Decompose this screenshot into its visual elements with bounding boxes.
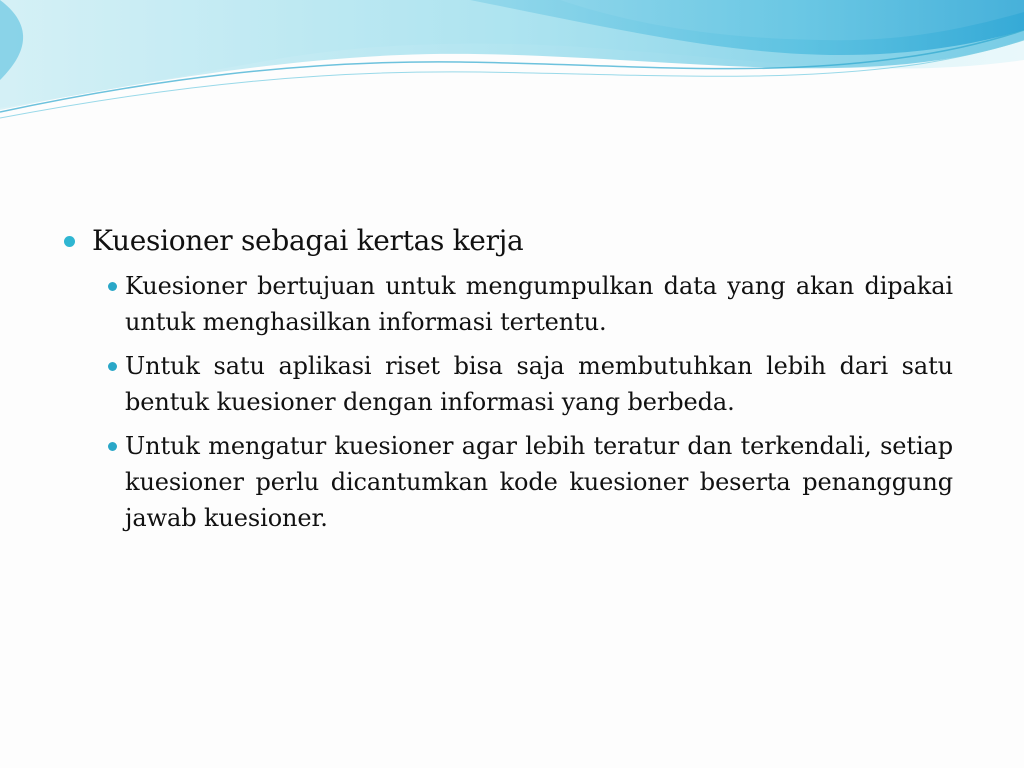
sub-bullet	[108, 268, 964, 340]
sub-bullet-text: Untuk satu aplikasi riset bisa saja membutuhkan lebih dari satu bentuk kuesioner dengan informasi yang berbeda.	[125, 352, 953, 416]
main-bullet	[64, 222, 964, 260]
sub-bullet-text: Untuk mengatur kuesioner agar lebih teratur dan terkendali, setiap kuesioner perlu dicantumkan kode kuesioner beserta penanggung jawab kuesioner.	[125, 432, 953, 532]
bullet-dot-icon	[108, 362, 117, 371]
sub-bullet	[108, 348, 964, 420]
sub-bullet-text: Kuesioner bertujuan untuk mengumpulkan data yang akan dipakai untuk menghasilkan informasi tertentu.	[125, 272, 953, 336]
bullet-dot-icon	[108, 442, 117, 451]
top-wave-decoration	[0, 0, 1024, 130]
slide-content	[64, 222, 964, 544]
bullet-dot-icon	[108, 282, 117, 291]
main-bullet-text: Kuesioner sebagai kertas kerja	[92, 224, 524, 257]
sub-bullet	[108, 428, 964, 536]
bullet-dot-icon	[64, 236, 75, 247]
sub-bullet-list	[108, 268, 964, 536]
